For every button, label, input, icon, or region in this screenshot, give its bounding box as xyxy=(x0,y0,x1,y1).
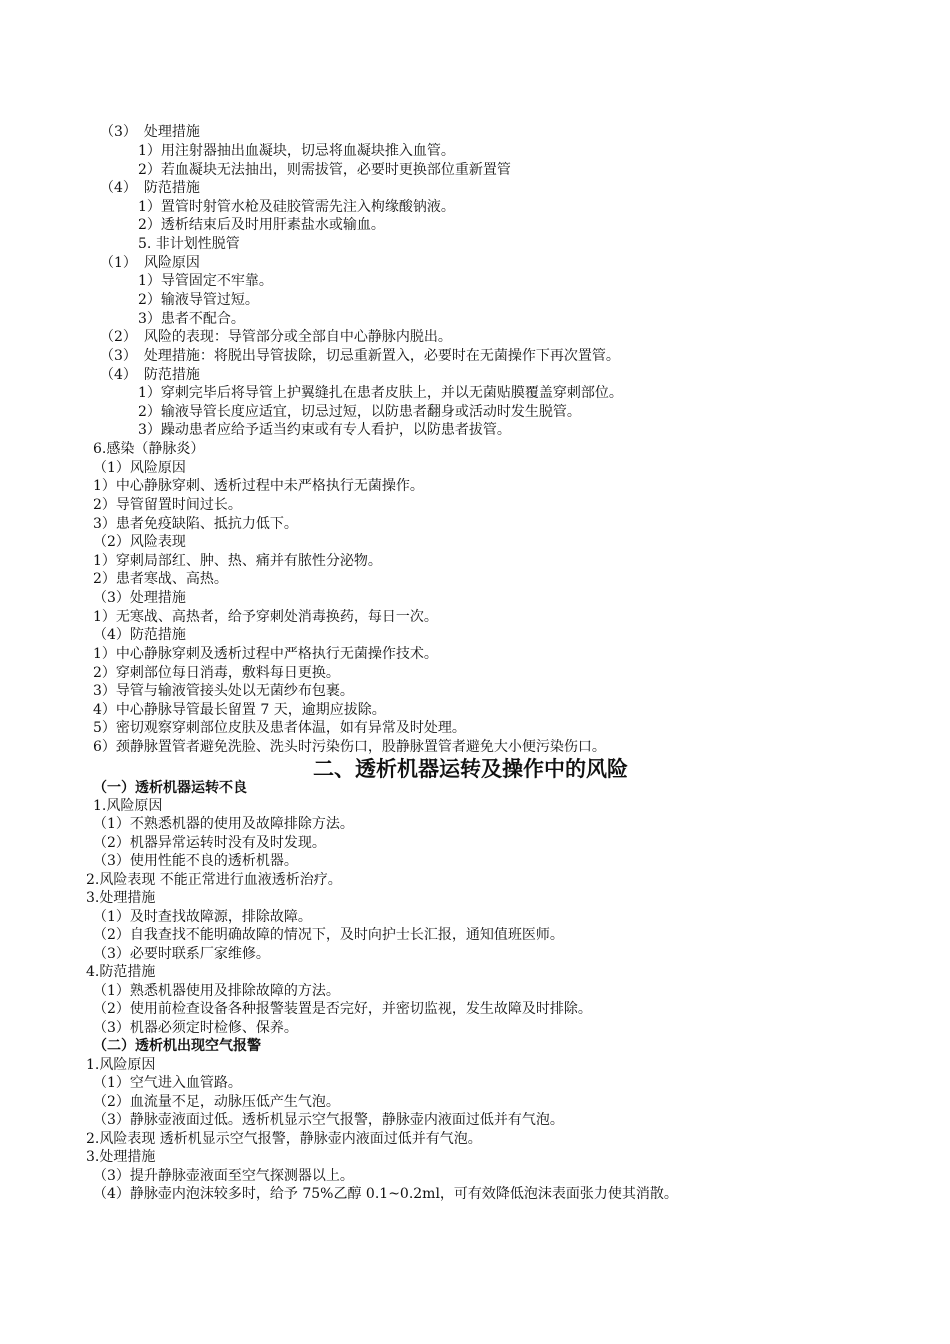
text-line: （1）及时查找故障源，排除故障。 xyxy=(93,909,312,925)
text-line: （3） 处理措施：将脱出导管拔除，切忌重新置入，必要时在无菌操作下再次置管。 xyxy=(100,348,620,364)
text-line: 3）导管与输液管接头处以无菌纱布包裹。 xyxy=(93,683,354,699)
text-line: 1）中心静脉穿刺、透析过程中未严格执行无菌操作。 xyxy=(93,478,424,494)
text-line: （3）静脉壶液面过低。透析机显示空气报警，静脉壶内液面过低并有气泡。 xyxy=(93,1112,564,1128)
text-line: （3）提升静脉壶液面至空气探测器以上。 xyxy=(93,1168,354,1184)
text-line: 1）导管固定不牢靠。 xyxy=(138,273,273,289)
text-line: （3）机器必须定时检修、保养。 xyxy=(93,1020,298,1036)
text-line: 3.处理措施 xyxy=(86,1149,156,1165)
text-line: 2）输液导管过短。 xyxy=(138,292,259,308)
text-line: 2）透析结束后及时用肝素盐水或输血。 xyxy=(138,217,385,233)
text-line: 3.处理措施 xyxy=(86,890,156,906)
text-line: 3）躁动患者应给予适当约束或有专人看护，以防患者拔管。 xyxy=(138,422,511,438)
subsection-heading: （一）透析机器运转不良 xyxy=(93,780,247,796)
text-line: （2）自我查找不能明确故障的情况下，及时向护士长汇报，通知值班医师。 xyxy=(93,927,564,943)
text-line: 6）颈静脉置管者避免洗脸、洗头时污染伤口，股静脉置管者避免大小便污染伤口。 xyxy=(93,739,606,755)
text-line: 1）置管时射管水枪及硅胶管需先注入枸缘酸钠液。 xyxy=(138,199,455,215)
text-line: 1）中心静脉穿刺及透析过程中严格执行无菌操作技术。 xyxy=(93,646,438,662)
text-line: 2）导管留置时间过长。 xyxy=(93,497,242,513)
text-line: 1.风险原因 xyxy=(86,1057,156,1073)
text-line: （1）熟悉机器使用及排除故障的方法。 xyxy=(93,983,340,999)
text-line: （4）防范措施 xyxy=(93,627,186,643)
text-line: 1）用注射器抽出血凝块，切忌将血凝块推入血管。 xyxy=(138,143,455,159)
section-heading: 二、透析机器运转及操作中的风险 xyxy=(313,756,628,781)
text-line: 1）穿刺局部红、肿、热、痛并有脓性分泌物。 xyxy=(93,553,382,569)
subsection-heading: （二）透析机出现空气报警 xyxy=(93,1038,261,1054)
text-line: 2）若血凝块无法抽出，则需拔管，必要时更换部位重新置管 xyxy=(138,162,511,178)
text-line: 1）无寒战、高热者，给予穿刺处消毒换药，每日一次。 xyxy=(93,609,438,625)
text-line: （1） 风险原因 xyxy=(100,255,200,271)
text-line: （2）风险表现 xyxy=(93,534,186,550)
text-line: （1）不熟悉机器的使用及故障排除方法。 xyxy=(93,816,354,832)
text-line: 4.防范措施 xyxy=(86,964,156,980)
text-line: （1）空气进入血管路。 xyxy=(93,1075,242,1091)
text-line: 2）输液导管长度应适宜，切忌过短，以防患者翻身或活动时发生脱管。 xyxy=(138,404,581,420)
text-line: 4）中心静脉导管最长留置 7 天，逾期应拔除。 xyxy=(93,702,386,718)
text-line: 2.风险表现 不能正常进行血液透析治疗。 xyxy=(86,872,342,888)
text-line: （2）使用前检查设备各种报警装置是否完好，并密切监视，发生故障及时排除。 xyxy=(93,1001,592,1017)
text-line: 1.风险原因 xyxy=(93,798,163,814)
text-line: （3）使用性能不良的透析机器。 xyxy=(93,853,298,869)
text-line: 2.风险表现 透析机显示空气报警，静脉壶内液面过低并有气泡。 xyxy=(86,1131,482,1147)
text-line: （3）处理措施 xyxy=(93,590,186,606)
text-line: （2） 风险的表现：导管部分或全部自中心静脉内脱出。 xyxy=(100,329,452,345)
text-line: 2）穿刺部位每日消毒，敷料每日更换。 xyxy=(93,665,340,681)
text-line: 2）患者寒战、高热。 xyxy=(93,571,228,587)
text-line: 6.感染（静脉炎） xyxy=(93,441,205,457)
text-line: 1）穿刺完毕后将导管上护翼缝扎在患者皮肤上，并以无菌贴膜覆盖穿刺部位。 xyxy=(138,385,623,401)
text-line: （3）必要时联系厂家维修。 xyxy=(93,946,270,962)
text-line: （4） 防范措施 xyxy=(100,367,200,383)
text-line: 5. 非计划性脱管 xyxy=(138,236,240,252)
text-line: （3） 处理措施 xyxy=(100,124,200,140)
text-line: （1）风险原因 xyxy=(93,460,186,476)
text-line: （4） 防范措施 xyxy=(100,180,200,196)
text-line: （2）血流量不足，动脉压低产生气泡。 xyxy=(93,1094,340,1110)
text-line: 3）患者不配合。 xyxy=(138,311,245,327)
text-line: 5）密切观察穿刺部位皮肤及患者体温，如有异常及时处理。 xyxy=(93,720,466,736)
text-line: （4）静脉壶内泡沫较多时，给予 75%乙醇 0.1~0.2ml，可有效降低泡沫表面张力使其消散。 xyxy=(93,1186,678,1202)
text-line: （2）机器异常运转时没有及时发现。 xyxy=(93,835,326,851)
text-line: 3）患者免疫缺陷、抵抗力低下。 xyxy=(93,516,298,532)
